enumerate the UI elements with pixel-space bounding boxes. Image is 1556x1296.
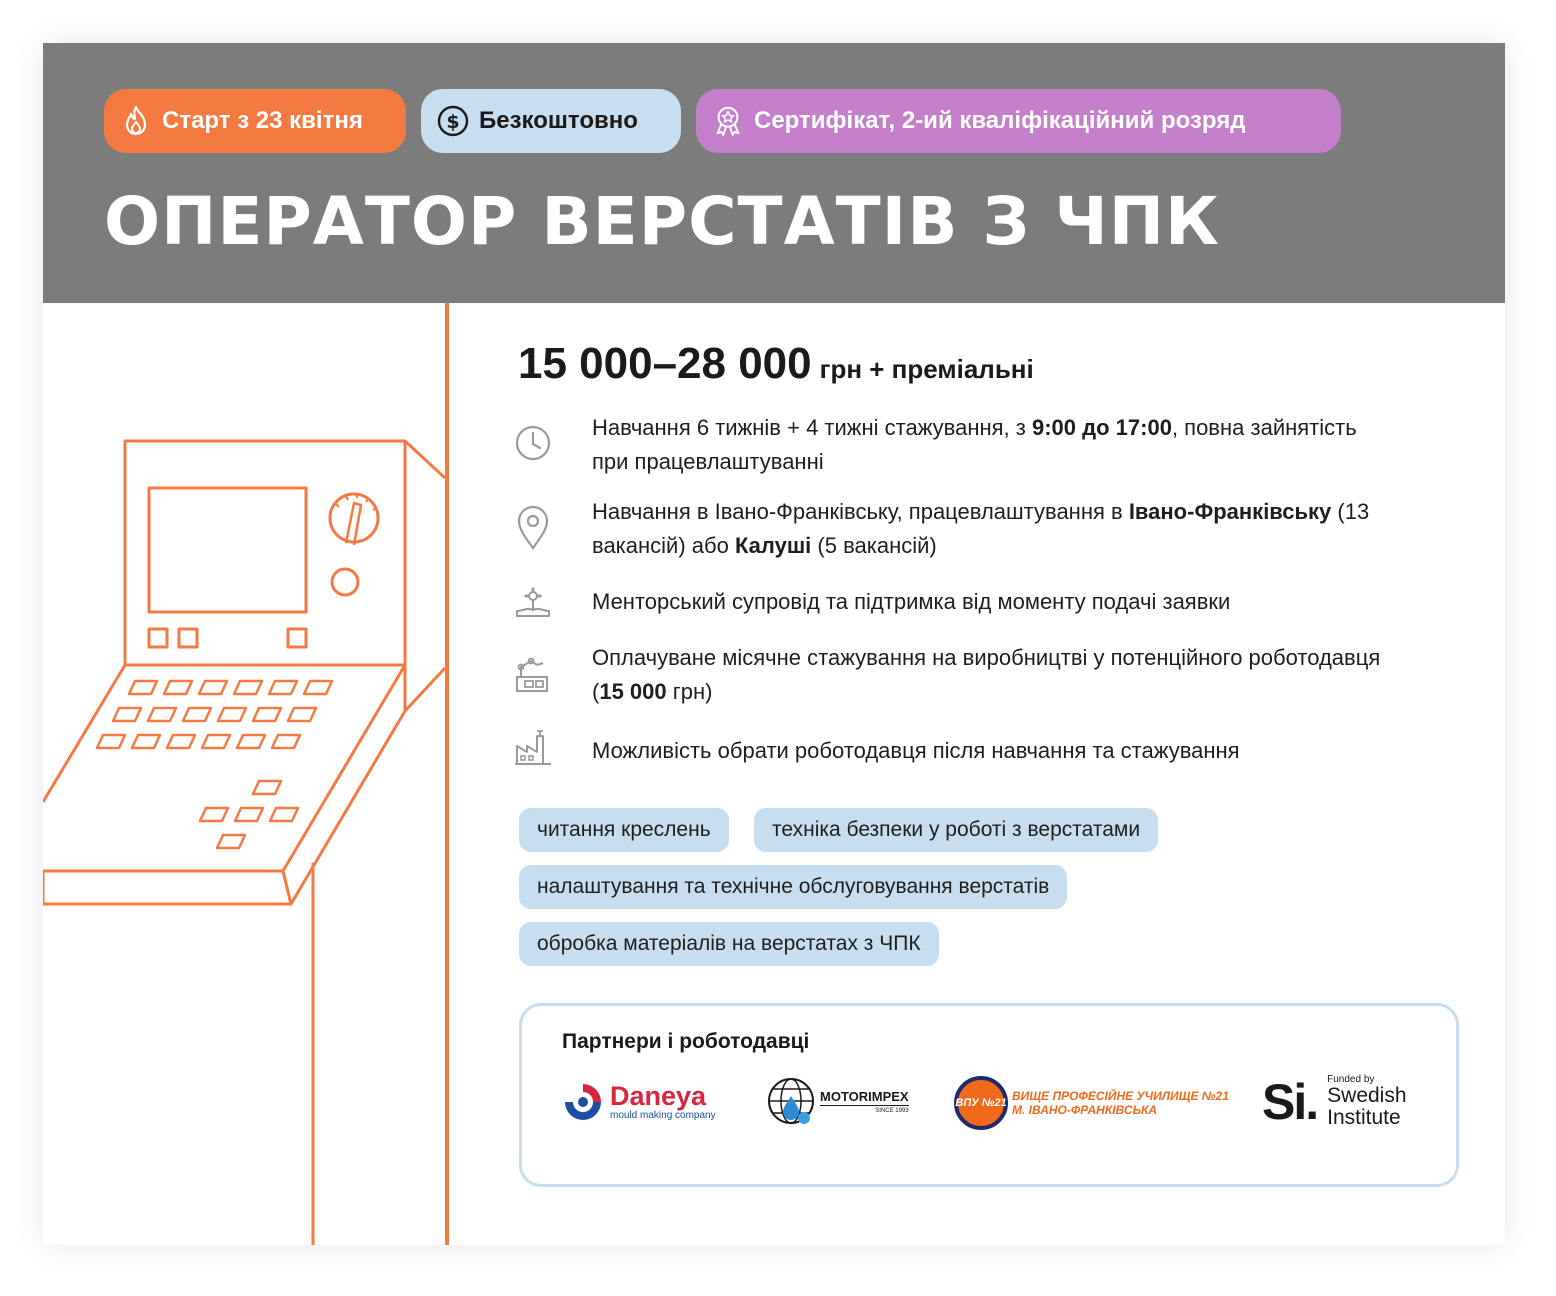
svg-text:$: $ — [446, 111, 460, 133]
daneya-name: Daneya — [610, 1081, 707, 1111]
feature-text-internship — [592, 641, 1382, 709]
certificate-label: Сертифікат, 2-ий кваліфікаційний розряд — [754, 107, 1246, 134]
vpu21-emblem-text: ВПУ №21 — [955, 1097, 1007, 1109]
clock-icon — [513, 423, 553, 463]
location-pin-icon — [513, 503, 553, 551]
factory-robot-icon — [513, 655, 553, 695]
vpu21-logo — [954, 1076, 1229, 1130]
salary-line — [518, 339, 1034, 389]
factory-icon — [513, 728, 553, 768]
free-badge — [421, 89, 681, 153]
partners-title: Партнери і роботодавці — [562, 1030, 810, 1053]
feature-highlight: Івано-Франківську — [1128, 499, 1332, 524]
free-label: Безкоштовно — [479, 107, 638, 134]
feature-text-part: (13 вакансій) або — [592, 499, 1370, 558]
daneya-tagline: mould making company — [610, 1110, 716, 1121]
si-line2: Institute — [1327, 1106, 1401, 1129]
motorimpex-name: MOTORIMPEX — [820, 1088, 909, 1104]
start-date-badge — [104, 89, 406, 153]
dollar-coin-icon — [437, 105, 469, 137]
feature-text-part: Менторський супровід та підтримка від моменту подачі заявки — [592, 589, 1231, 614]
si-line1: Swedish — [1327, 1084, 1407, 1107]
daneya-emblem-icon — [562, 1081, 604, 1123]
header-banner — [43, 43, 1505, 303]
fire-icon — [120, 105, 152, 137]
vpu21-line2: М. ІВАНО-ФРАНКІВСЬКА — [1012, 1103, 1158, 1117]
si-mark: Si. — [1262, 1073, 1318, 1130]
swedish-institute-logo — [1262, 1074, 1407, 1129]
vpu21-emblem — [954, 1076, 1008, 1130]
start-date-label: Старт з 23 квітня — [162, 107, 363, 134]
feature-text-part: Навчання в Івано-Франківську, працевлаштування в — [592, 499, 1129, 524]
flower-hand-icon — [513, 583, 553, 623]
feature-text-part: , повна зайнятість при працевлаштуванні — [592, 415, 1357, 474]
award-icon — [712, 105, 744, 137]
course-card — [43, 43, 1505, 1245]
feature-text-part: Навчання 6 тижнів + 4 тижні стажування, з — [592, 415, 1032, 440]
motorimpex-since: SINCE 1993 — [875, 1107, 909, 1114]
partners-box — [519, 1003, 1459, 1187]
si-funded-by: Funded by — [1327, 1074, 1375, 1085]
skill-tag-maintenance: налаштування та технічне обслуговування верстатів — [519, 865, 1067, 909]
feature-text-schedule — [592, 411, 1382, 479]
skill-tag-cnc-processing: обробка матеріалів на верстатах з ЧПК — [519, 922, 939, 966]
daneya-logo — [562, 1081, 716, 1123]
certificate-badge — [696, 89, 1341, 153]
feature-highlight: 15 000 — [599, 679, 667, 704]
feature-highlight: Калуші — [734, 533, 812, 558]
salary-suffix: грн + преміальні — [819, 354, 1034, 384]
salary-amount: 15 000–28 000 — [518, 339, 812, 388]
feature-highlight: 9:00 до 17:00 — [1032, 415, 1172, 440]
cnc-machine-illustration — [43, 303, 445, 1245]
page-title: ОПЕРАТОР ВЕРСТАТІВ З ЧПК — [104, 183, 1220, 260]
vpu21-line1: ВИЩЕ ПРОФЕСІЙНЕ УЧИЛИЩЕ №21 — [1012, 1089, 1229, 1103]
feature-text-choice — [592, 734, 1382, 768]
feature-text-location — [592, 495, 1382, 563]
feature-text-part: Оплачуване місячне стажування на виробництві у потенційного роботодавця ( — [592, 645, 1381, 704]
feature-text-part: Можливість обрати роботодавця після навчання та стажування — [592, 738, 1240, 763]
skill-tag-drawings: читання креслень — [519, 808, 729, 852]
globe-drop-icon — [766, 1076, 816, 1128]
feature-text-part: грн) — [666, 679, 713, 704]
orange-divider — [445, 303, 449, 1245]
skill-tag-safety: техніка безпеки у роботі з верстатами — [754, 808, 1158, 852]
feature-text-mentoring — [592, 585, 1382, 619]
motorimpex-logo — [766, 1076, 909, 1128]
feature-text-part: (5 вакансій) — [811, 533, 937, 558]
